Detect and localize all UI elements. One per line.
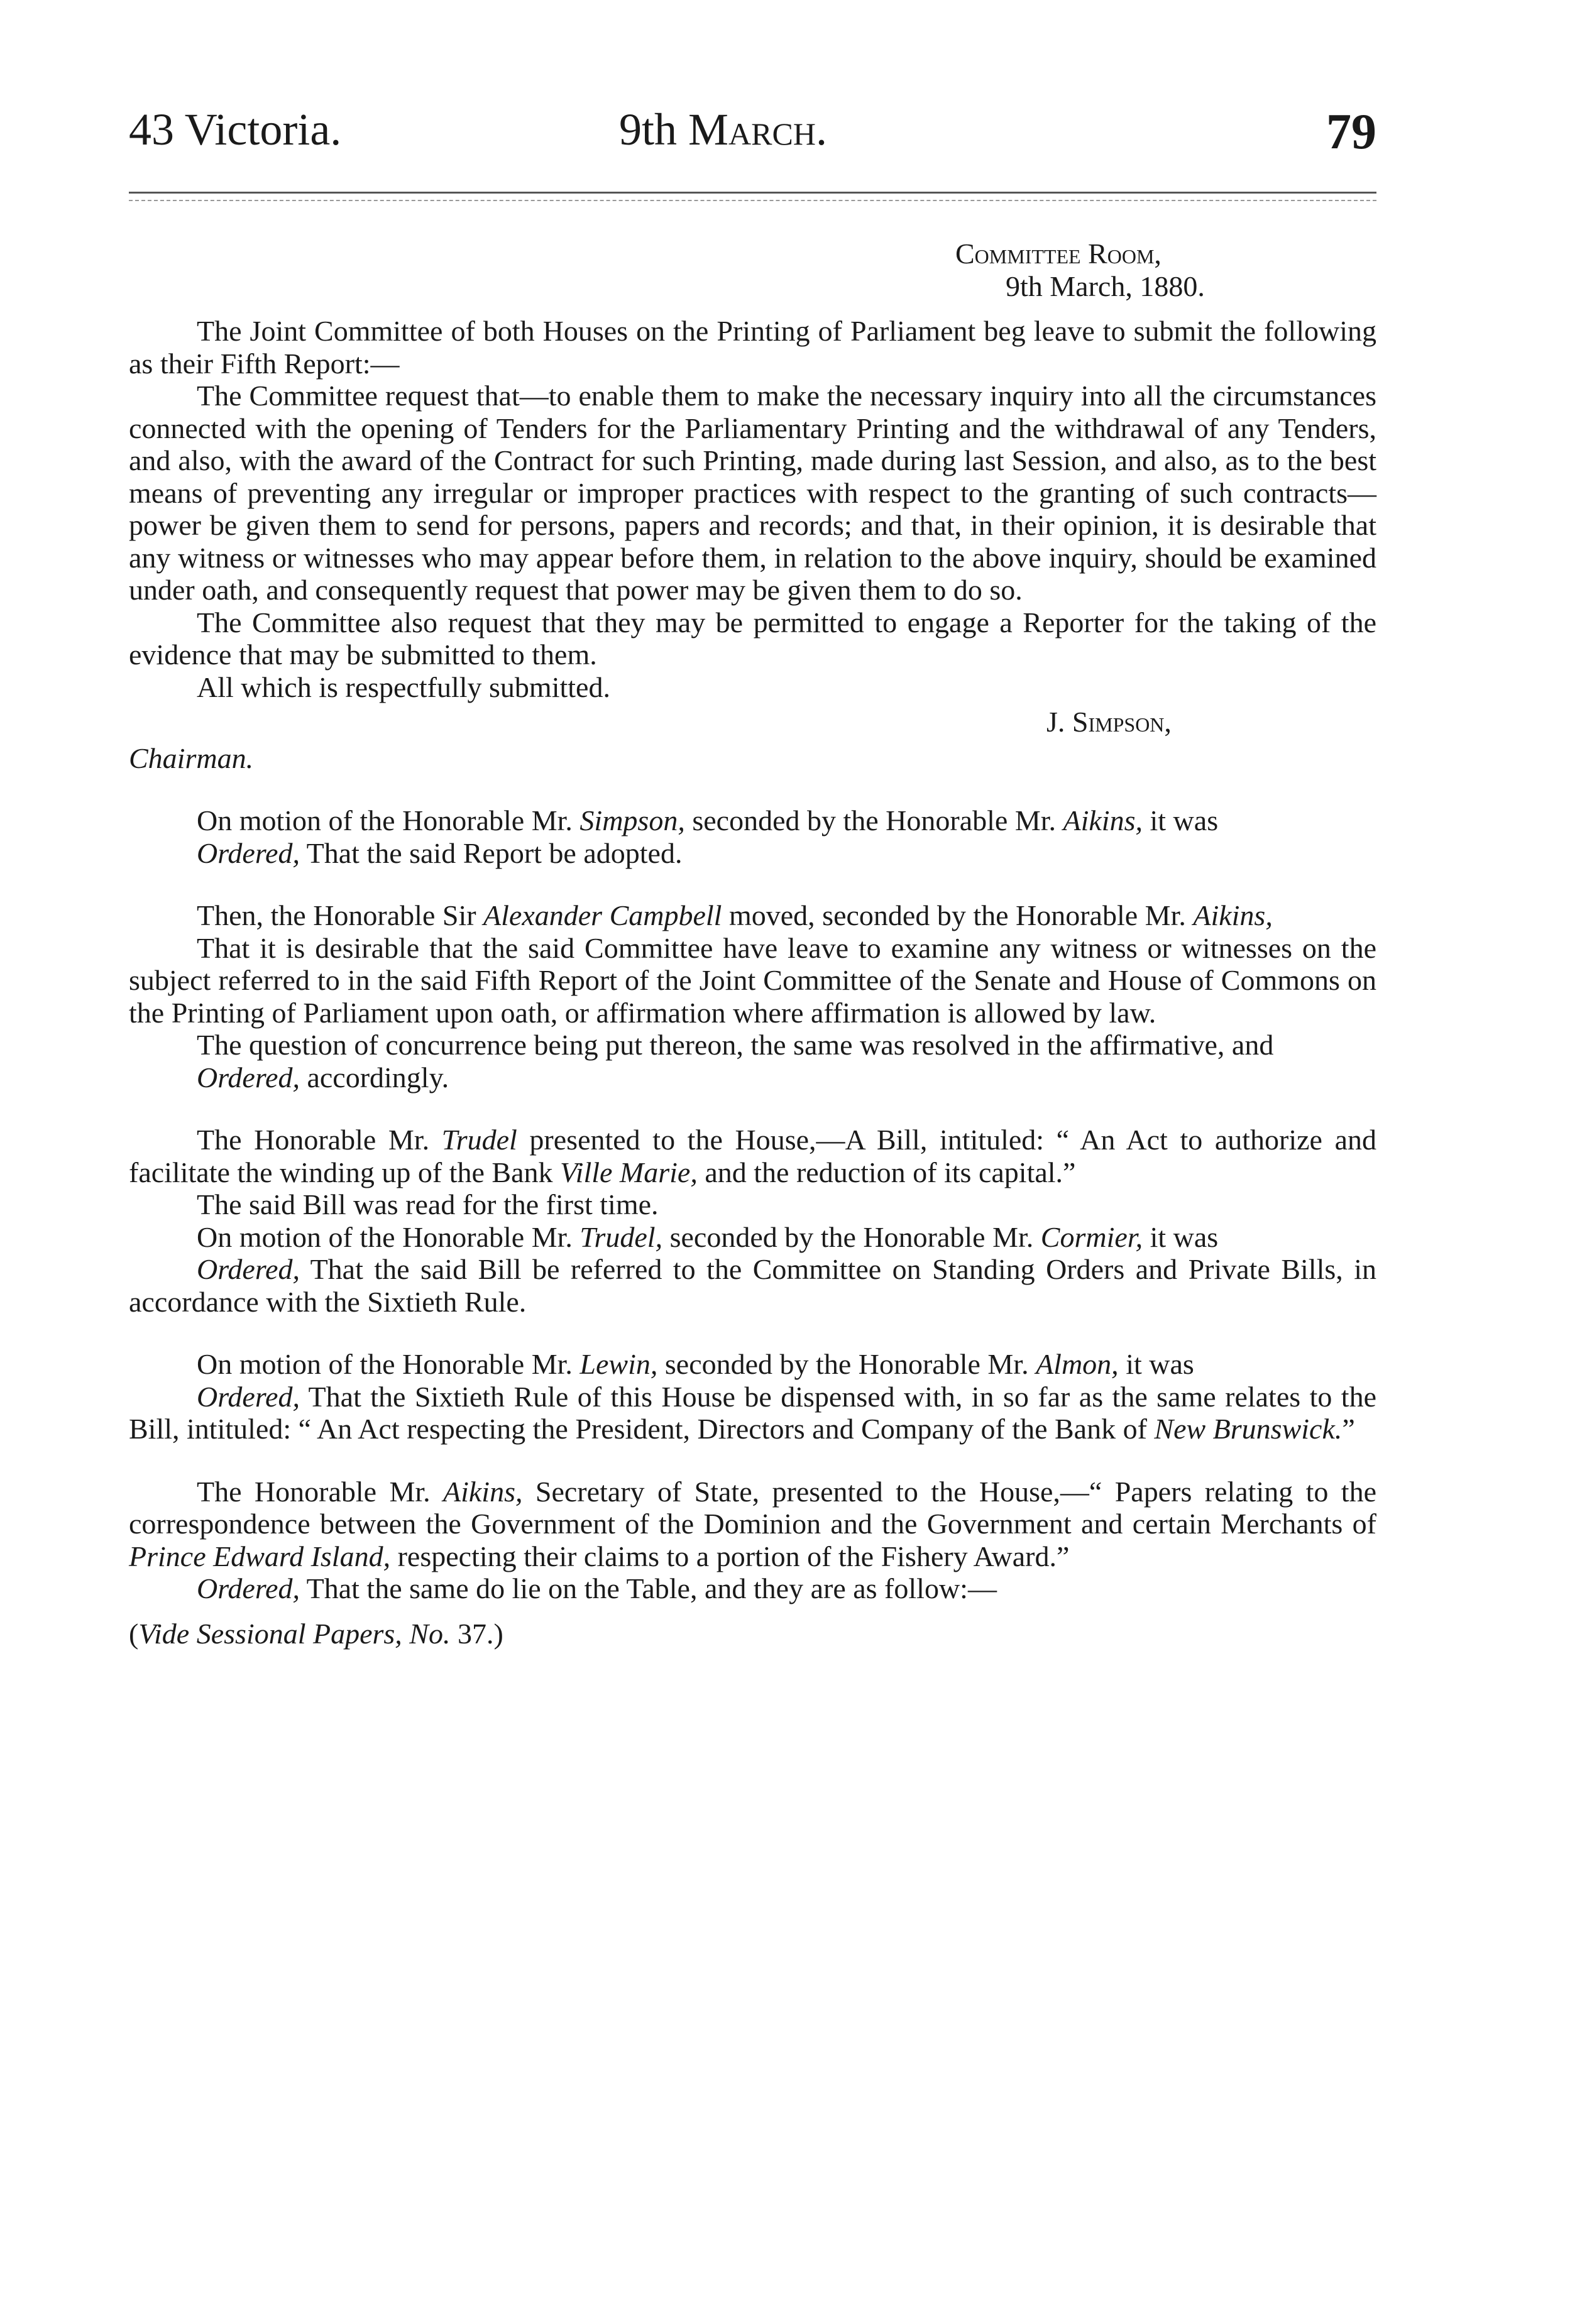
motion-campbell-order: Ordered, accordingly. [197, 1061, 449, 1093]
motion-campbell: Then, the Honorable Sir Alexander Campbell moved, seconded by the Honorable Mr. Aikins, [197, 899, 1273, 931]
motion-adopt-report-order: Ordered, That the said Report be adopted. [197, 836, 683, 869]
report-signer-title: Chairman. [129, 742, 254, 774]
papers-fishery-award: The Honorable Mr. Aikins, Secretary of State, presented to the House,—“ Papers relating to the correspondence between the Government of the Dominion and the Government and certain Merchants of Prince Edward Island, respecting their claims to a portion of the Fishery Award.” [129, 1475, 1376, 1572]
papers-order: Ordered, That the same do lie on the Table, and they are as follow:— [197, 1572, 997, 1604]
committee-date: 9th March, 1880. [1006, 270, 1205, 302]
report-intro: The Joint Committee of both Houses on the Printing of Parliament beg leave to submit the following as their Fifth Report:— [129, 315, 1376, 380]
header-date [619, 104, 827, 155]
report-request: The Committee request that—to enable them to make the necessary inquiry into all the circumstances connected with the opening of Tenders for the Parliamentary Printing and the withdrawal of any Tenders, and also, with the award of the Contract for such Printing, made during last Session, and also, as to the best means of preventing any irregular or improper practices with respect to the granting of such contracts—power be given them to send for persons, papers and records; and that, in their opinion, it is desirable that any witness or witnesses who may appear before them, in relation to the above inquiry, should be examined under oath, and consequently request that power may be given them to do so. [129, 380, 1376, 606]
header-date-month: March. [688, 104, 827, 155]
header-date-day: 9th [619, 104, 689, 155]
header-rule [129, 192, 1376, 194]
motion-adopt-report: On motion of the Honorable Mr. Simpson, seconded by the Honorable Mr. Aikins, it was [197, 804, 1219, 836]
header-regnal-year: 43 Victoria. [129, 104, 342, 155]
bill-ville-marie: The Honorable Mr. Trudel presented to the House,—A Bill, intituled: “ An Act to authorize and facilitate the winding up of the Bank Ville Marie, and the reduction of its capital.” [129, 1124, 1376, 1188]
header-rule-secondary [129, 200, 1376, 201]
report-reporter: The Committee also request that they may be permitted to engage a Reporter for the taking of the evidence that may be submitted to them. [129, 606, 1376, 671]
bill-first-reading: The said Bill was read for the first time. [197, 1188, 659, 1220]
bill-referral-motion: On motion of the Honorable Mr. Trudel, seconded by the Honorable Mr. Cormier, it was [197, 1220, 1219, 1253]
report-closing: All which is respectfully submitted. [197, 671, 610, 703]
vide-sessional-papers: (Vide Sessional Papers, No. 37.) [129, 1617, 503, 1650]
motion-campbell-text: That it is desirable that the said Committee have leave to examine any witness or witnesses on the subject referred to in the said Fifth Report of the Joint Committee of the Senate and House of Commons on the Printing of Parliament upon oath, or affirmation where affirmation is allowed by law. [129, 931, 1376, 1029]
page-body [129, 238, 1376, 1650]
motion-sixtieth-rule: On motion of the Honorable Mr. Lewin, seconded by the Honorable Mr. Almon, it was [197, 1348, 1194, 1380]
bill-referral-order: Ordered, That the said Bill be referred to the Committee on Standing Orders and Private Bills, in accordance with the Sixtieth Rule. [129, 1253, 1376, 1318]
report-signer: J. Simpson, [1046, 706, 1172, 738]
page-number: 79 [1326, 104, 1376, 160]
motion-campbell-question: The question of concurrence being put thereon, the same was resolved in the affirmative, and [197, 1029, 1274, 1061]
committee-place: Committee Room, [955, 238, 1161, 270]
motion-sixtieth-rule-order: Ordered, That the Sixtieth Rule of this House be dispensed with, in so far as the same relates to the Bill, intituled: “ An Act respecting the President, Directors and Company of the Bank of New Brunswick.” [129, 1380, 1376, 1445]
